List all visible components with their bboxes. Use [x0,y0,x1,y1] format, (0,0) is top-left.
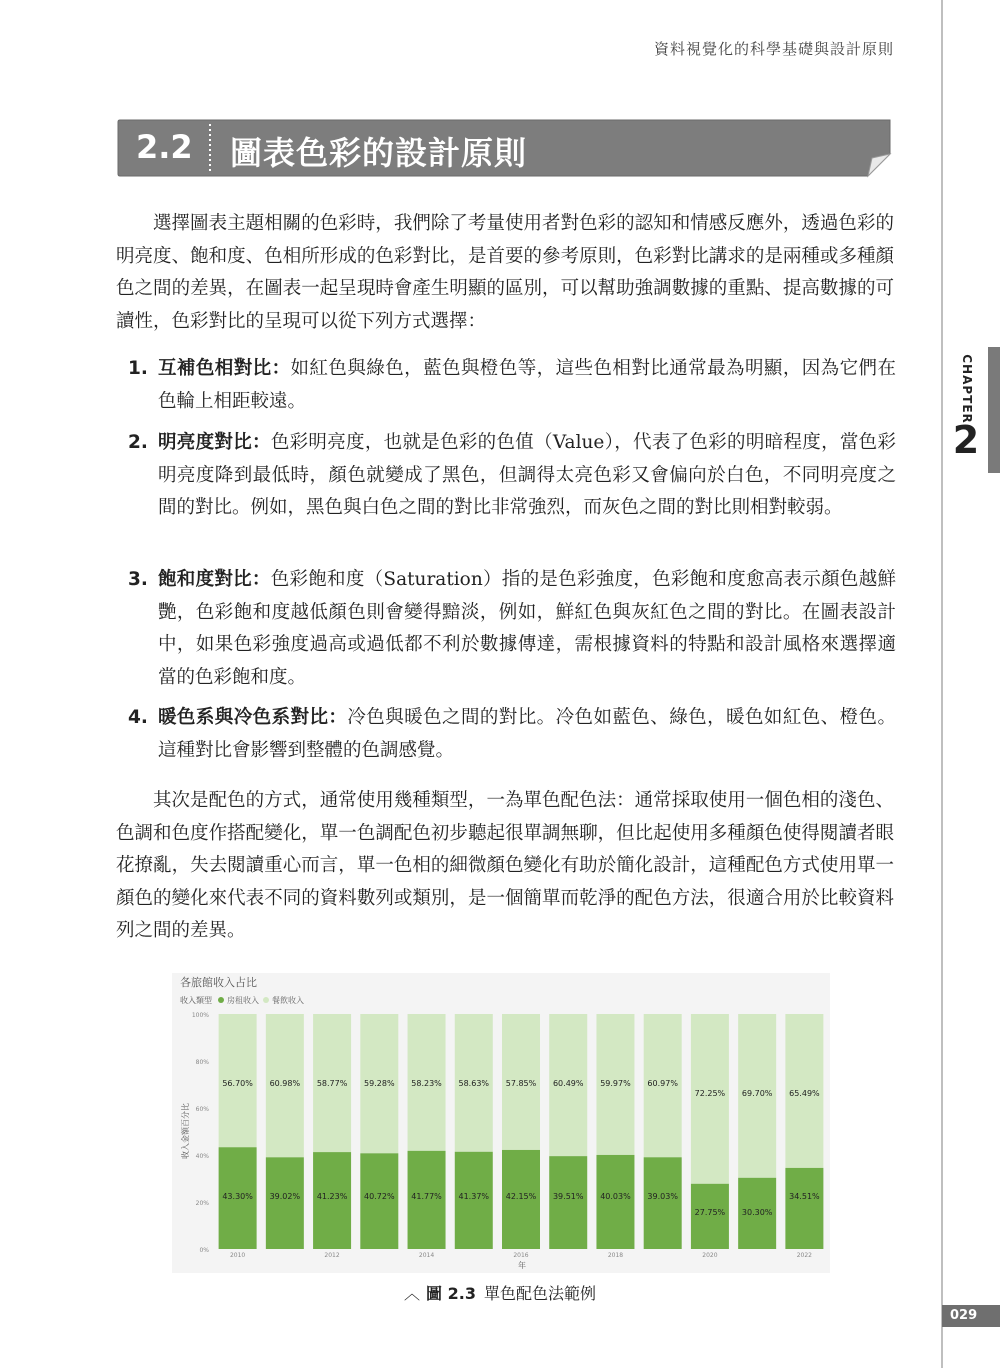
data-label-rent-2010: 43.30% [222,1192,253,1201]
data-label-rent-2014: 41.77% [411,1192,442,1201]
data-label-rent-2015: 41.37% [458,1192,490,1201]
y-tick-label: 20% [195,1200,209,1207]
page-number: 029 [942,1305,1000,1327]
legend-item-food: 餐飲收入 [272,996,304,1005]
y-tick-label: 60% [195,1106,209,1113]
data-label-food-2015: 58.63% [458,1079,490,1088]
data-label-rent-2022: 34.51% [789,1192,820,1201]
caption-label: 圖 2.3 [426,1284,476,1303]
caption-arrow-icon: ︿ [404,1284,421,1303]
list-number: 2. [128,432,148,453]
x-axis-label: 年 [518,1261,526,1270]
stacked-bar-chart [172,973,830,1273]
data-label-rent-2016: 42.15% [505,1192,537,1201]
chapter-label-text: CHAPTER [960,354,974,424]
data-label-food-2020: 72.25% [694,1089,726,1098]
figure-chart [172,973,830,1273]
page-edge-line [941,0,943,1368]
chart-title: 各旅館收入占比 [180,976,257,989]
data-label-food-2014: 58.23% [411,1079,442,1088]
data-label-rent-2019: 39.03% [647,1192,678,1201]
list-number: 4. [128,707,148,728]
list-item-1 [128,353,896,418]
section-number: 2.2 [136,128,193,166]
bar-rent-2022 [785,1168,823,1249]
list-item-4 [128,702,896,767]
chapter-label [957,352,977,426]
section-title: 圖表色彩的設計原則 [230,134,528,172]
data-label-food-2010: 56.70% [222,1079,253,1088]
x-tick-label: 2010 [229,1252,246,1259]
legend-swatch-food [263,997,269,1003]
bar-food-2020 [691,1014,729,1184]
list-term: 互補色相對比： [158,358,291,379]
chapter-tab [988,347,1000,473]
x-tick-label: 2016 [513,1252,529,1259]
bar-rent-2018 [596,1155,634,1249]
data-label-food-2021: 69.70% [741,1089,773,1098]
list-term: 暖色系與冷色系對比： [158,707,348,728]
data-label-rent-2012: 41.23% [316,1192,348,1201]
data-label-food-2012: 58.77% [316,1079,348,1088]
y-tick-label: 100% [191,1012,209,1019]
data-label-food-2016: 57.85% [505,1079,537,1088]
x-tick-label: 2018 [607,1252,624,1259]
data-label-food-2011: 60.98% [269,1079,301,1088]
color-scheme-paragraph: 其次是配色的方式，通常使用幾種類型，一為單色配色法：通常採取使用一個色相的淺色、色調和色度作搭配變化，單一色調配色初步聽起很單調無聊，但比起使用多種顏色使得閱讀者眼花撩亂，失去閱讀重心而言，單一色相的細微顏色變化有助於簡化設計，這種配色方式使用單一顏色的變化來代表不同的資料數列或類別，是一個簡單而乾淨的配色方法，很適合用於比較資料列之間的差異。 [116,790,894,941]
y-tick-label: 0% [199,1247,209,1254]
chapter-number: 2 [952,418,980,462]
legend-title: 收入類型 [180,996,212,1005]
data-label-rent-2021: 30.30% [741,1208,773,1217]
bar-rent-2017 [549,1156,587,1249]
section-banner [116,118,894,178]
list-number: 3. [128,569,148,590]
intro-paragraph: 選擇圖表主題相關的色彩時，我們除了考量使用者對色彩的認知和情感反應外，透過色彩的明亮度、飽和度、色相所形成的色彩對比，是首要的參考原則，色彩對比講求的是兩種或多種顏色之間的差異，在圖表一起呈現時會產生明顯的區別，可以幫助強調數據的重點、提高數據的可讀性，色彩對比的呈現可以從下列方式選擇： [116,213,894,332]
list-item-3 [128,564,896,694]
data-label-rent-2018: 40.03% [600,1192,631,1201]
list-item-2 [128,427,896,525]
x-tick-label: 2022 [796,1252,813,1259]
list-text: 色彩明亮度，也就是色彩的色值（Value），代表了色彩的明暗程度，當色彩明亮度降到最低時，顏色就變成了黑色，但調得太亮色彩又會偏向於白色，不同明亮度之間的對比。例如，黑色與白色之間的對比非常強烈，而灰色之間的對比則相對較弱。 [158,432,896,518]
x-tick-label: 2020 [702,1252,718,1259]
list-term: 飽和度對比： [158,569,271,590]
x-tick-label: 2012 [324,1252,340,1259]
legend-item-rent: 房租收入 [227,996,259,1005]
y-tick-label: 40% [195,1153,209,1160]
data-label-food-2013: 59.28% [364,1079,395,1088]
data-label-food-2019: 60.97% [647,1079,678,1088]
y-tick-label: 80% [195,1059,209,1066]
caption-text: 單色配色法範例 [483,1284,596,1303]
data-label-food-2018: 59.97% [600,1079,631,1088]
data-label-rent-2017: 39.51% [552,1192,584,1201]
bar-rent-2013 [360,1153,398,1249]
list-term: 明亮度對比： [158,432,271,453]
data-label-food-2022: 65.49% [789,1089,820,1098]
legend-swatch-rent [218,997,224,1003]
book-title-header: 資料視覺化的科學基礎與設計原則 [653,40,894,58]
figure-caption [0,1281,1000,1304]
data-label-rent-2020: 27.75% [694,1208,726,1217]
bar-rent-2011 [266,1157,304,1249]
bar-rent-2019 [644,1157,682,1249]
data-label-rent-2011: 39.02% [269,1192,301,1201]
list-number: 1. [128,358,148,379]
x-tick-label: 2014 [418,1252,435,1259]
data-label-food-2017: 60.49% [552,1079,584,1088]
y-axis-label: 收入金額百分比 [181,1103,190,1159]
list-text: 色彩飽和度（Saturation）指的是色彩強度，色彩飽和度愈高表示顏色越鮮艷，色彩飽和度越低顏色則會變得黯淡，例如，鮮紅色與灰紅色之間的對比。在圖表設計中，如果色彩強度過高或過低都不利於數據傳達，需根據資料的特點和設計風格來選擇適當的色彩飽和度。 [158,569,896,688]
list-text: 冷色與暖色之間的對比。冷色如藍色、綠色，暖色如紅色、橙色。這種對比會影響到整體的色調感覺。 [158,707,896,761]
data-label-rent-2013: 40.72% [364,1192,395,1201]
list-text: 如紅色與綠色，藍色與橙色等，這些色相對比通常最為明顯，因為它們在色輪上相距較遠。 [158,358,896,412]
